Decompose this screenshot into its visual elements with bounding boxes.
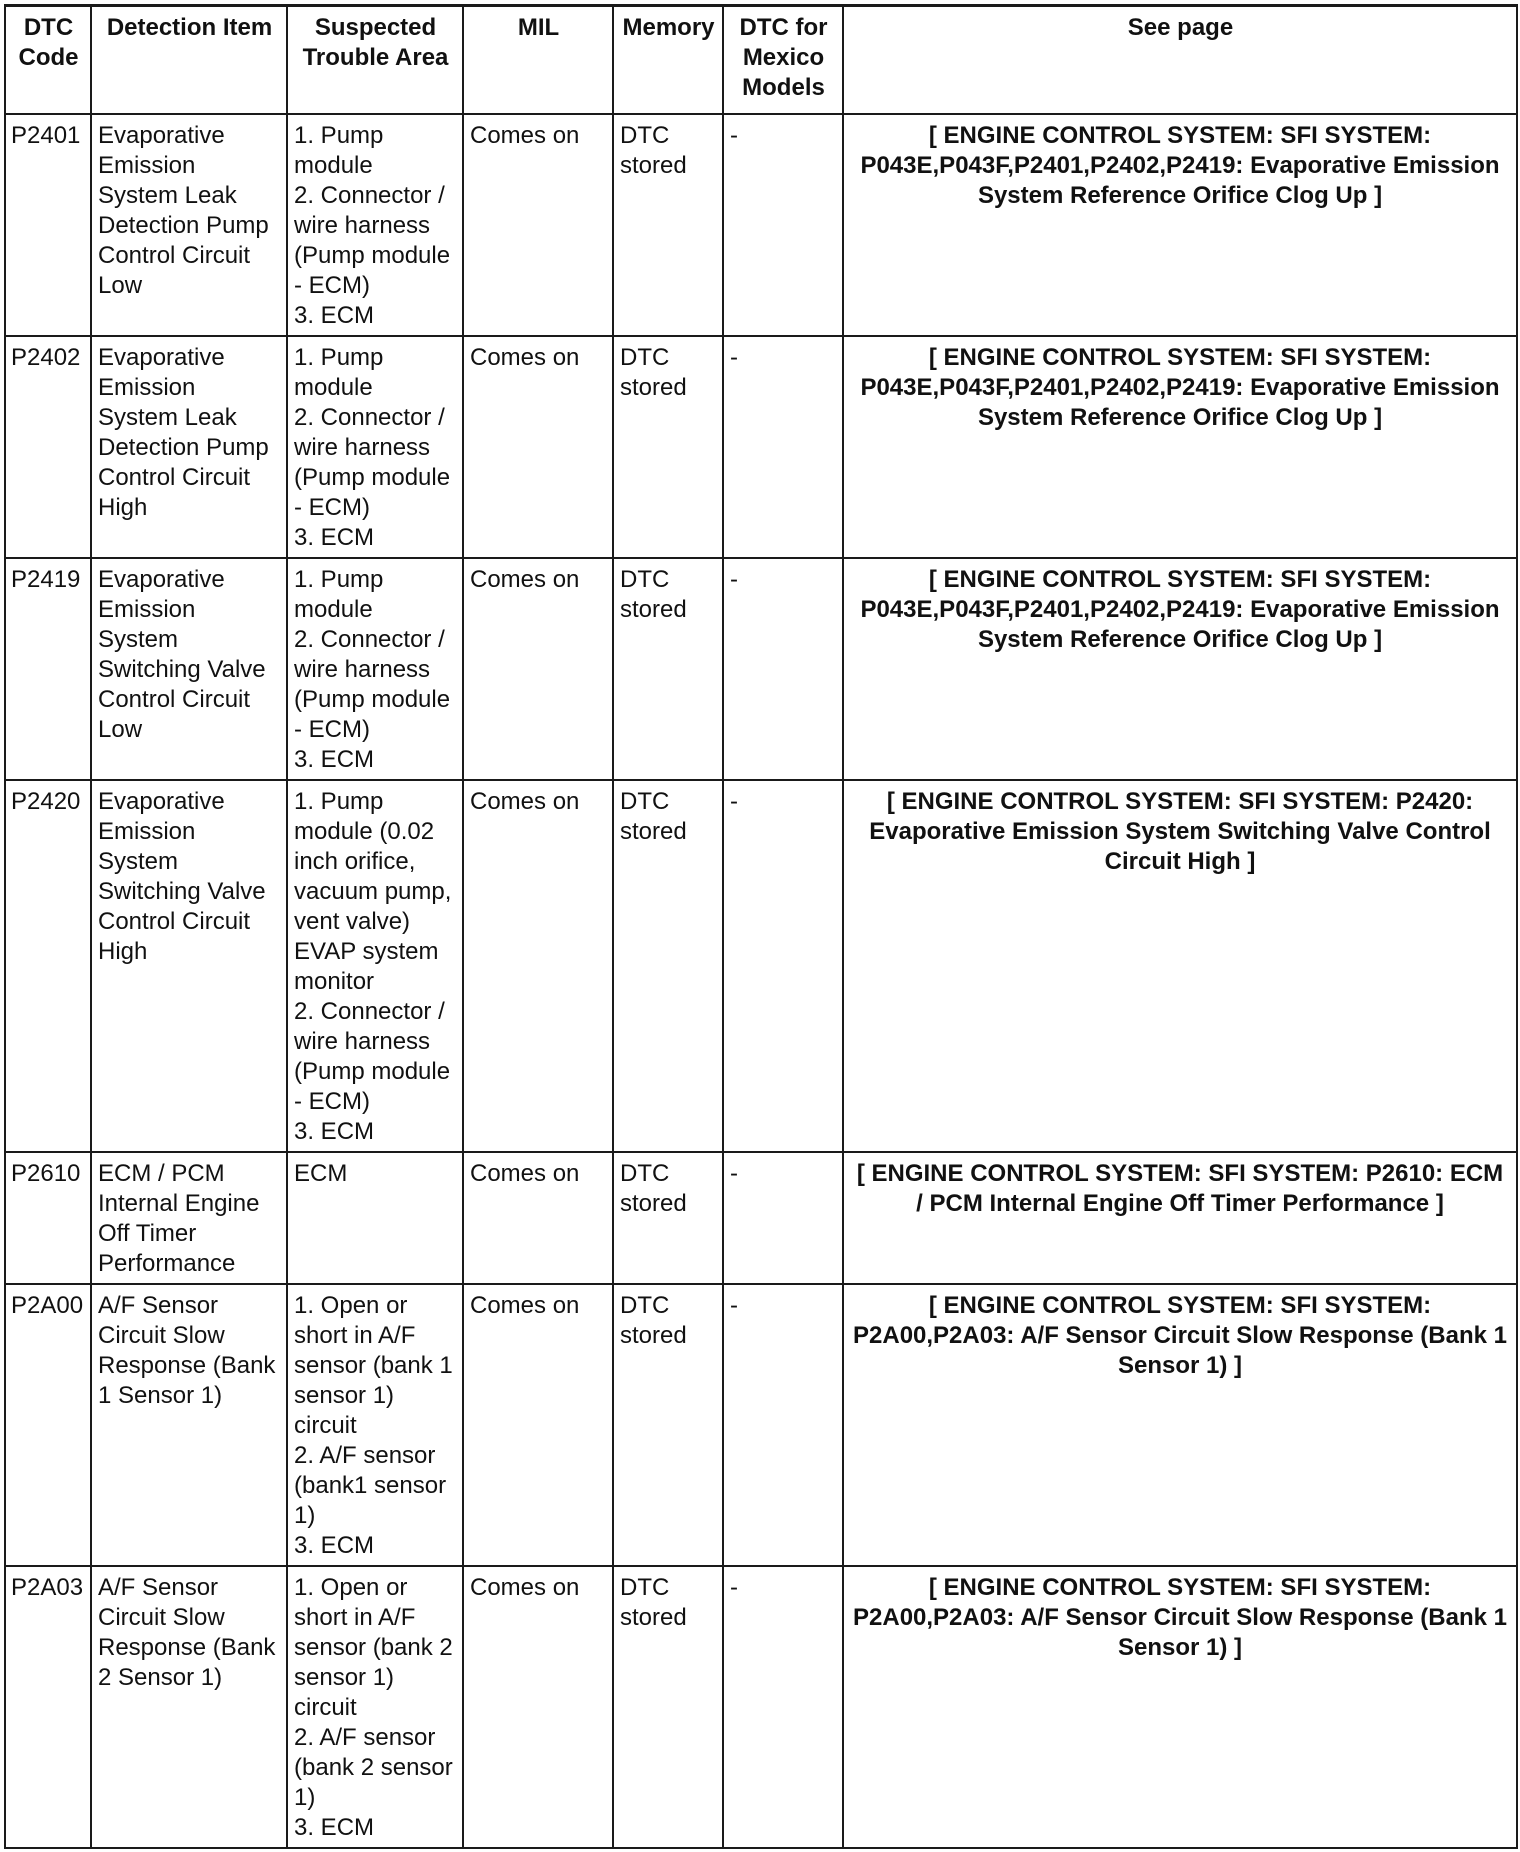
trouble-area-cell: 1. Open or short in A/F sensor (bank 1 sensor 1) circuit 2. A/F sensor (bank1 sensor 1) 3. ECM: [287, 1284, 463, 1566]
see-page-link[interactable]: [ ENGINE CONTROL SYSTEM: SFI SYSTEM: P043E,P043F,P2401,P2402,P2419: Evaporative Emission System Reference Orifice Clog Up ]: [843, 336, 1517, 558]
header-mil: MIL: [463, 6, 613, 115]
table-body: [5, 114, 1517, 1848]
dtc-table: [4, 4, 1518, 1849]
table-row: [5, 1566, 1517, 1848]
header-memory: Memory: [613, 6, 723, 115]
mil-cell: Comes on: [463, 1152, 613, 1284]
mil-cell: Comes on: [463, 1284, 613, 1566]
header-see-page: See page: [843, 6, 1517, 115]
table-row: [5, 558, 1517, 780]
table-row: [5, 1152, 1517, 1284]
mil-cell: Comes on: [463, 780, 613, 1152]
table-row: [5, 1284, 1517, 1566]
dtc-code-cell: P2402: [5, 336, 91, 558]
trouble-area-cell: 1. Pump module (0.02 inch orifice, vacuum pump, vent valve) EVAP system monitor 2. Connector / wire harness (Pump module - ECM) 3. ECM: [287, 780, 463, 1152]
see-page-link[interactable]: [ ENGINE CONTROL SYSTEM: SFI SYSTEM: P043E,P043F,P2401,P2402,P2419: Evaporative Emission System Reference Orifice Clog Up ]: [843, 114, 1517, 336]
table-row: [5, 336, 1517, 558]
detection-item-cell: Evaporative Emission System Leak Detection Pump Control Circuit Low: [91, 114, 287, 336]
header-row: [5, 6, 1517, 115]
dtc-code-cell: P2419: [5, 558, 91, 780]
table-header: [5, 6, 1517, 115]
header-dtc-code: DTC Code: [5, 6, 91, 115]
memory-cell: DTC stored: [613, 336, 723, 558]
trouble-area-cell: 1. Pump module 2. Connector / wire harness (Pump module - ECM) 3. ECM: [287, 336, 463, 558]
mil-cell: Comes on: [463, 114, 613, 336]
detection-item-cell: A/F Sensor Circuit Slow Response (Bank 2 Sensor 1): [91, 1566, 287, 1848]
dtc-code-cell: P2A00: [5, 1284, 91, 1566]
detection-item-cell: Evaporative Emission System Switching Valve Control Circuit High: [91, 780, 287, 1152]
detection-item-cell: ECM / PCM Internal Engine Off Timer Performance: [91, 1152, 287, 1284]
dtc-code-cell: P2401: [5, 114, 91, 336]
see-page-link[interactable]: [ ENGINE CONTROL SYSTEM: SFI SYSTEM: P2A00,P2A03: A/F Sensor Circuit Slow Response (Bank 1 Sensor 1) ]: [843, 1284, 1517, 1566]
trouble-area-cell: 1. Pump module 2. Connector / wire harness (Pump module - ECM) 3. ECM: [287, 558, 463, 780]
detection-item-cell: Evaporative Emission System Switching Valve Control Circuit Low: [91, 558, 287, 780]
mexico-cell: -: [723, 558, 843, 780]
memory-cell: DTC stored: [613, 1152, 723, 1284]
table-row: [5, 780, 1517, 1152]
mexico-cell: -: [723, 1566, 843, 1848]
mexico-cell: -: [723, 114, 843, 336]
mexico-cell: -: [723, 780, 843, 1152]
mil-cell: Comes on: [463, 558, 613, 780]
header-suspected-trouble-area: Suspected Trouble Area: [287, 6, 463, 115]
mexico-cell: -: [723, 336, 843, 558]
memory-cell: DTC stored: [613, 558, 723, 780]
header-detection-item: Detection Item: [91, 6, 287, 115]
header-dtc-mexico: DTC for Mexico Models: [723, 6, 843, 115]
dtc-code-cell: P2420: [5, 780, 91, 1152]
dtc-code-cell: P2A03: [5, 1566, 91, 1848]
trouble-area-cell: 1. Pump module 2. Connector / wire harness (Pump module - ECM) 3. ECM: [287, 114, 463, 336]
mil-cell: Comes on: [463, 336, 613, 558]
see-page-link[interactable]: [ ENGINE CONTROL SYSTEM: SFI SYSTEM: P2A00,P2A03: A/F Sensor Circuit Slow Response (Bank 1 Sensor 1) ]: [843, 1566, 1517, 1848]
memory-cell: DTC stored: [613, 780, 723, 1152]
memory-cell: DTC stored: [613, 114, 723, 336]
mil-cell: Comes on: [463, 1566, 613, 1848]
detection-item-cell: Evaporative Emission System Leak Detection Pump Control Circuit High: [91, 336, 287, 558]
see-page-link[interactable]: [ ENGINE CONTROL SYSTEM: SFI SYSTEM: P2610: ECM / PCM Internal Engine Off Timer Performance ]: [843, 1152, 1517, 1284]
memory-cell: DTC stored: [613, 1566, 723, 1848]
see-page-link[interactable]: [ ENGINE CONTROL SYSTEM: SFI SYSTEM: P2420: Evaporative Emission System Switching Valve Control Circuit High ]: [843, 780, 1517, 1152]
mexico-cell: -: [723, 1284, 843, 1566]
mexico-cell: -: [723, 1152, 843, 1284]
table-row: [5, 114, 1517, 336]
trouble-area-cell: 1. Open or short in A/F sensor (bank 2 sensor 1) circuit 2. A/F sensor (bank 2 sensor 1) 3. ECM: [287, 1566, 463, 1848]
memory-cell: DTC stored: [613, 1284, 723, 1566]
see-page-link[interactable]: [ ENGINE CONTROL SYSTEM: SFI SYSTEM: P043E,P043F,P2401,P2402,P2419: Evaporative Emission System Reference Orifice Clog Up ]: [843, 558, 1517, 780]
dtc-code-cell: P2610: [5, 1152, 91, 1284]
detection-item-cell: A/F Sensor Circuit Slow Response (Bank 1 Sensor 1): [91, 1284, 287, 1566]
dtc-table-container: [4, 4, 1518, 1849]
trouble-area-cell: ECM: [287, 1152, 463, 1284]
